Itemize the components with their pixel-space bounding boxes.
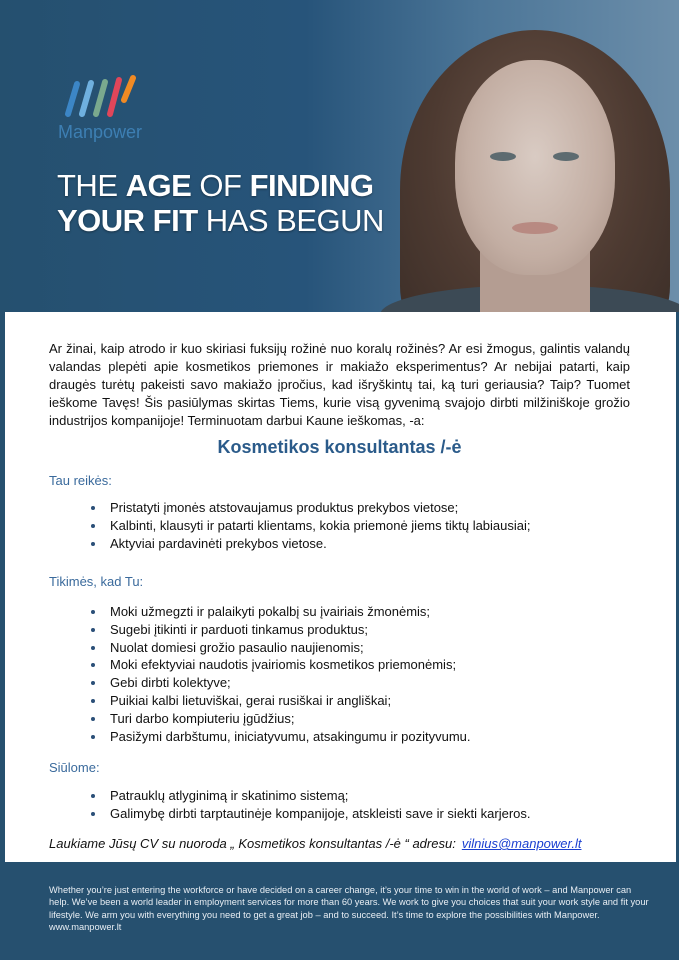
list-item — [0, 692, 471, 710]
logo-stripe — [110, 80, 119, 114]
job-title: Kosmetikos konsultantas /-ė — [217, 437, 462, 457]
email-link[interactable]: vilnius@manpower.lt — [461, 836, 582, 851]
list-item-text: Aktyviai pardavinėti prekybos vietose. — [110, 535, 327, 551]
manpower-logo-icon — [62, 72, 142, 118]
list-item — [0, 517, 531, 535]
list-item — [0, 710, 471, 728]
expectations-list — [0, 603, 471, 745]
list-item-text: Sugebi įtikinti ir parduoti tinkamus produktus; — [110, 621, 368, 637]
list-item-text: Moki efektyviai naudotis įvairiomis kosmetikos priemonėmis; — [110, 657, 457, 673]
bullet-icon — [91, 794, 95, 798]
section-heading-offer: Siūlome: — [49, 760, 100, 775]
bullet-icon — [91, 646, 95, 650]
list-item — [0, 535, 531, 553]
list-item-text: Galimybę dirbti tarptautinėje kompanijoje, atskleisti save ir siekti karjeros. — [110, 805, 531, 821]
list-item-text: Pristatyti įmonės atstovaujamus produktus prekybos vietose; — [110, 500, 459, 515]
offer-list — [0, 787, 531, 823]
bullet-icon — [91, 524, 95, 528]
bullet-icon — [91, 506, 95, 510]
list-item — [0, 728, 471, 746]
closing-text: Laukiame Jūsų CV su nuoroda „ Kosmetikos konsultantas /-ė “ adresu: — [49, 836, 456, 851]
list-item — [0, 603, 471, 621]
bullet-icon — [91, 681, 95, 685]
section-heading-requirements: Tau reikės: — [49, 473, 112, 488]
logo-stripe — [124, 78, 133, 100]
bullet-icon — [91, 542, 95, 546]
list-item-text: Patrauklų atlyginimą ir skatinimo sistemą; — [110, 788, 349, 803]
list-item-text: Turi darbo kompiuteriu įgūdžius; — [110, 710, 295, 726]
list-item-text: Moki užmegzti ir palaikyti pokalbį su įvairiais žmonėmis; — [110, 604, 431, 619]
bullet-icon — [91, 812, 95, 816]
list-item — [0, 499, 531, 517]
bullet-icon — [91, 735, 95, 739]
list-item — [0, 805, 531, 823]
brand-name: Manpower — [58, 122, 143, 142]
bullet-icon — [91, 717, 95, 721]
list-item — [0, 639, 471, 657]
footer-url[interactable]: www.manpower.lt — [49, 921, 122, 932]
footer-text: Whether you’re just entering the workforce or have decided on a career change, it’s your time to win in the world of work – and Manpower can help. We’ve been a world leader in employment services for more than 60 years. We work to give you choices that suit your work style and fit your lifestyle. We arm you with everything you need to get a great job – and to succeed. It’s time to explore the possibilities with Manpower. — [49, 885, 649, 920]
hero-banner — [0, 0, 679, 312]
bullet-icon — [91, 628, 95, 632]
list-item-text: Nuolat domiesi grožio pasaulio naujienomis; — [110, 639, 364, 655]
list-item — [0, 674, 471, 692]
list-item-text: Kalbinti, klausyti ir patarti klientams, kokia priemonė jiems tiktų labiausiai; — [110, 517, 531, 533]
list-item-text: Puikiai kalbi lietuviškai, gerai rusiškai ir angliškai; — [110, 692, 392, 708]
bullet-icon — [91, 699, 95, 703]
footer — [49, 884, 649, 933]
intro-paragraph: Ar žinai, kaip atrodo ir kuo skiriasi fuksijų rožinė nuo koralų rožinės? Ar esi žmogus, galintis valandų valandas plepėti apie kosmetikos priemones ir makiažo eksperimentus? Ar nebijai patarti, kaip draugės turėtų pakeisti savo makiažo įpročius, kad išryškintų tai, ką turi geriausia? Taip? Tuomet ieškome Tavęs! Šis pasiūlymas skirtas Tiems, kurie visą gyvenimą svajojo dirbti milžiniškoje grožio industrijos kompanijoje! Terminuotam darbui Kaune ieškomas, -a: — [49, 341, 630, 428]
bullet-icon — [91, 663, 95, 667]
logo-stripe — [96, 82, 105, 114]
bullet-icon — [91, 610, 95, 614]
logo-stripe — [82, 83, 91, 114]
duties-list — [0, 499, 531, 552]
list-item — [0, 656, 471, 674]
list-item-text: Pasižymi darbštumu, iniciatyvumu, atsakingumu ir pozityvumu. — [110, 728, 471, 744]
closing-line — [49, 836, 581, 851]
list-item — [0, 621, 471, 639]
section-heading-expectations: Tikimės, kad Tu: — [49, 574, 144, 589]
headline: THE AGE OF FINDING YOUR FIT HAS BEGUN — [57, 168, 384, 238]
list-item — [0, 787, 531, 805]
list-item-text: Gebi dirbti kolektyve; — [110, 675, 231, 691]
logo-stripe — [68, 84, 77, 114]
